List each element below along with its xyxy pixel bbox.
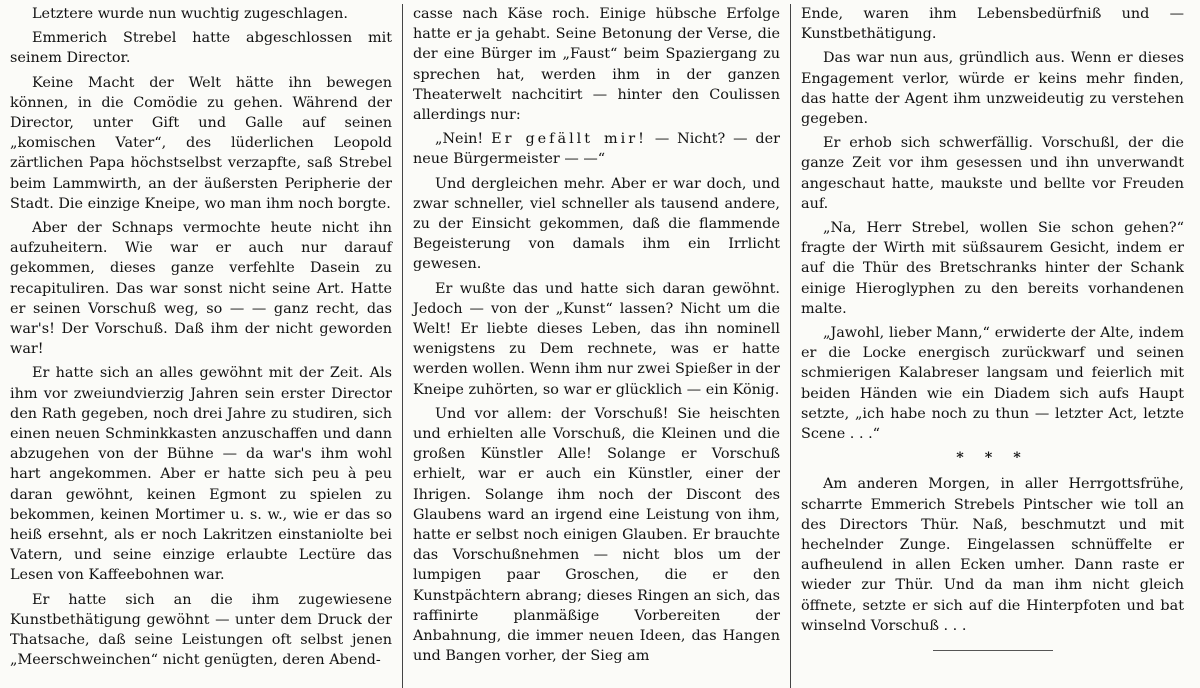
paragraph: Und dergleichen mehr. Aber er war doch, und zwar schneller, viel schneller als tausend andere, zu der Einsicht gekommen, daß die flammende Begeisterung von damals ihm ein Irrlicht gewesen.	[413, 175, 780, 273]
column-2	[402, 4, 790, 688]
paragraph: Am anderen Morgen, in aller Herrgottsfrühe, scharrte Emmerich Strebels Pintscher wie toll an des Directors Thür. Naß, beschmutzt und mit hechelnder Zunge. Eingelassen schnüffelte er aufheulend in allen Ecken umher. Dann raste er wieder zur Thür. Und da man ihm nicht gleich öffnete, setzte er sich auf die Hinterpfoten und bat winselnd Vorschuß . . .	[801, 476, 1184, 634]
paragraph-continued: casse nach Käse roch. Einige hübsche Erfolge hatte er ja gehabt. Seine Betonung der Verse, die der eine Bürger im „Faust“ beim Spaziergang zu sprechen hat, werden ihm in der ganzen Theaterwelt nachcitirt — hinter den Coulissen allerdings nur:	[413, 6, 780, 124]
column-3	[790, 4, 1184, 688]
paragraph: Aber der Schnaps vermochte heute nicht ihn aufzuheitern. Wie war er auch nur darauf gekommen, dieses ganze verfehlte Dasein zu recapituliren. Das war sonst nicht seine Art. Hatte er seinen Vorschuß weg, so — — ganz recht, das war's! Der Vorschuß. Daß ihm der nicht geworden war!	[10, 220, 392, 358]
paragraph: Emmerich Strebel hatte abgeschlossen mit seinem Director.	[10, 30, 392, 67]
quote-rest: — Nicht? — der neue Bürgermeister — —“	[413, 131, 780, 168]
paragraph: Er erhob sich schwerfällig. Vorschußl, der die ganze Zeit vor ihm gesessen und ihn unverwandt angeschaut hatte, maukste und bellte vor Freuden auf.	[801, 135, 1184, 212]
paragraph: Er hatte sich an alles gewöhnt mit der Zeit. Als ihm vor zweiundvierzig Jahren sein erster Director den Rath gegeben, noch drei Jahre zu studiren, sich einen neuen Schminkkasten anzuschaffen und dann abzugehen von der Bühne — da war's ihm wohl hart angekommen. Aber er hatte sich peu à peu daran gewöhnt, keinen Egmont zu spielen zu bekommen, keinen Mortimer u. s. w., wie er das so heiß ersehnt, als er noch Lakritzen einstaniolte bei Vatern, und seine einzige erlaubte Lectüre das Lesen von Kaffeebohnen war.	[10, 365, 392, 584]
paragraph: Er wußte das und hatte sich daran gewöhnt. Jedoch — von der „Kunst“ lassen? Nicht um die Welt! Er liebte dieses Leben, das ihn nominell wenigstens zu Dem rechnete, was er hatte werden wollen. Wenn ihm nur zwei Spießer in der Kneipe zuhörten, so war er glücklich — ein König.	[413, 280, 780, 398]
paragraph: „Na, Herr Strebel, wollen Sie schon gehen?“ fragte der Wirth mit süßsaurem Gesicht, indem er auf die Thür des Bretschranks hinter der Schank einige Hieroglyphen zu den bereits vorhandenen malte.	[801, 220, 1184, 317]
paragraph: „Jawohl, lieber Mann,“ erwiderte der Alte, indem er die Locke energisch zurückwarf und seinen schmierigen Kalabreser langsam und feierlich mit beiden Händen wie ein Diadem sich aufs Haupt setzte, „ich habe noch zu thun — letzter Act, letzte Scene . . .“	[801, 325, 1184, 443]
paragraph: Keine Macht der Welt hätte ihn bewegen können, in die Comödie zu gehen. Während der Director, unter Gift und Galle auf seinen „komischen Vater“, des lüderlichen Leopold zärtlichen Papa höchstselbst verzapfte, saß Strebel beim Lammwirth, an der äußersten Peripherie der Stadt. Die einzige Kneipe, wo man ihm noch borgte.	[10, 74, 392, 212]
section-divider-stars: * * *	[956, 449, 1029, 467]
paragraph: Letztere wurde nun wuchtig zugeschlagen.	[32, 6, 348, 22]
paragraph: Das war nun aus, gründlich aus. Wenn er dieses Engagement verlor, würde er keins mehr finden, das hatte der Agent ihm unzweideutig zu verstehen gegeben.	[801, 50, 1184, 128]
quote-spaced: Er gefällt mir!	[491, 131, 647, 148]
quote-open: „Nein!	[435, 131, 492, 148]
paragraph-continued: Ende, waren ihm Lebensbedürfniß und — Kunstbethätigung.	[801, 6, 1184, 43]
paragraph: Er hatte sich an die ihm zugewiesene Kunstbethätigung gewöhnt — unter dem Druck der Thatsache, daß seine Leistungen oft selbst jenen „Meerschweinchen“ nicht genügten, deren Abend-	[10, 591, 392, 669]
end-rule	[933, 650, 1053, 651]
column-1	[10, 4, 402, 688]
quote-paragraph	[413, 129, 780, 169]
paragraph: Und vor allem: der Vorschuß! Sie heischten und erhielten alle Vorschuß, die Kleinen und die großen Künstler Alle! Solange er Vorschuß erhielt, war er auch ein Künstler, einer der Ihrigen. Solange ihm noch der Discont des Glaubens ward an irgend eine Leistung von ihm, hatte er selbst noch einigen Glauben. Er brauchte das Vorschußnehmen — nicht blos um der lumpigen paar Groschen, die er den Kunstpächtern abrang; dieses Ringen an sich, das raffinirte planmäßige Vorbereiten der Anbahnung, die immer neuen Ideen, das Hangen und Bangen vorher, der Sieg am	[413, 405, 780, 665]
